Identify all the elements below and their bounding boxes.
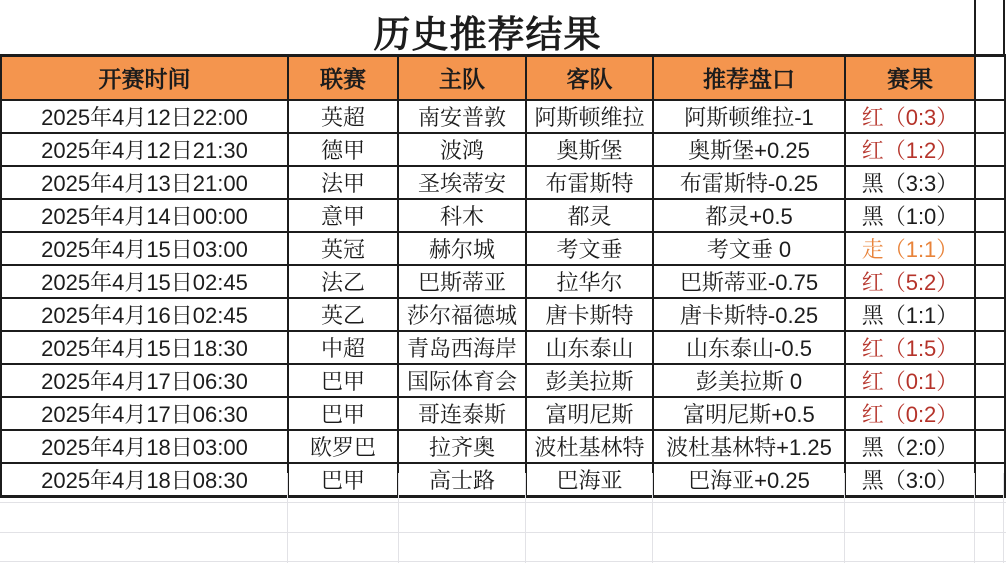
header-league: 联赛 bbox=[288, 56, 398, 100]
cell-recommended-handicap: 巴海亚+0.25 bbox=[653, 463, 845, 497]
cell-league: 英乙 bbox=[288, 298, 398, 331]
header-empty-column bbox=[975, 56, 1005, 100]
cell-league: 巴甲 bbox=[288, 364, 398, 397]
cell-away-team: 都灵 bbox=[526, 199, 653, 232]
empty-spreadsheet-grid bbox=[0, 473, 1006, 563]
page-title: 历史推荐结果 bbox=[373, 14, 602, 55]
cell-empty bbox=[975, 199, 1005, 232]
cell-recommended-handicap: 布雷斯特-0.25 bbox=[653, 166, 845, 199]
header-result: 赛果 bbox=[845, 56, 975, 100]
cell-result: 黑（3:0） bbox=[845, 463, 975, 497]
cell-kickoff-time: 2025年4月16日02:45 bbox=[1, 298, 288, 331]
table-row bbox=[1, 100, 1005, 133]
cell-away-team: 考文垂 bbox=[526, 232, 653, 265]
history-results-table bbox=[0, 54, 1006, 498]
cell-empty bbox=[975, 166, 1005, 199]
cell-kickoff-time: 2025年4月12日22:00 bbox=[1, 100, 288, 133]
cell-empty bbox=[975, 397, 1005, 430]
cell-result: 红（0:2） bbox=[845, 397, 975, 430]
cell-kickoff-time: 2025年4月15日18:30 bbox=[1, 331, 288, 364]
cell-away-team: 唐卡斯特 bbox=[526, 298, 653, 331]
grid-line-vertical bbox=[844, 473, 845, 563]
table-row bbox=[1, 232, 1005, 265]
cell-result: 黑（1:1） bbox=[845, 298, 975, 331]
cell-kickoff-time: 2025年4月18日03:00 bbox=[1, 430, 288, 463]
table-row bbox=[1, 298, 1005, 331]
cell-away-team: 波杜基林特 bbox=[526, 430, 653, 463]
cell-empty bbox=[975, 100, 1005, 133]
cell-away-team: 阿斯顿维拉 bbox=[526, 100, 653, 133]
cell-home-team: 赫尔城 bbox=[398, 232, 526, 265]
grid-line-vertical bbox=[974, 473, 975, 563]
cell-league: 法甲 bbox=[288, 166, 398, 199]
cell-home-team: 哥连泰斯 bbox=[398, 397, 526, 430]
cell-away-team: 富明尼斯 bbox=[526, 397, 653, 430]
cell-recommended-handicap: 波杜基林特+1.25 bbox=[653, 430, 845, 463]
grid-line-vertical bbox=[1003, 473, 1004, 563]
cell-result: 红（0:1） bbox=[845, 364, 975, 397]
cell-recommended-handicap: 巴斯蒂亚-0.75 bbox=[653, 265, 845, 298]
cell-result: 红（1:2） bbox=[845, 133, 975, 166]
cell-away-team: 山东泰山 bbox=[526, 331, 653, 364]
cell-league: 英冠 bbox=[288, 232, 398, 265]
cell-kickoff-time: 2025年4月12日21:30 bbox=[1, 133, 288, 166]
cell-league: 德甲 bbox=[288, 133, 398, 166]
table-row bbox=[1, 265, 1005, 298]
cell-result: 黑（2:0） bbox=[845, 430, 975, 463]
cell-home-team: 科木 bbox=[398, 199, 526, 232]
cell-league: 巴甲 bbox=[288, 463, 398, 497]
cell-recommended-handicap: 唐卡斯特-0.25 bbox=[653, 298, 845, 331]
header-home-team: 主队 bbox=[398, 56, 526, 100]
cell-league: 英超 bbox=[288, 100, 398, 133]
grid-line-vertical bbox=[398, 473, 399, 563]
table-row bbox=[1, 430, 1005, 463]
cell-empty bbox=[975, 331, 1005, 364]
grid-line-vertical bbox=[525, 473, 526, 563]
header-recommended-handicap: 推荐盘口 bbox=[653, 56, 845, 100]
table-row bbox=[1, 331, 1005, 364]
cell-home-team: 巴斯蒂亚 bbox=[398, 265, 526, 298]
cell-empty bbox=[975, 133, 1005, 166]
cell-recommended-handicap: 奥斯堡+0.25 bbox=[653, 133, 845, 166]
cell-away-team: 奥斯堡 bbox=[526, 133, 653, 166]
cell-kickoff-time: 2025年4月14日00:00 bbox=[1, 199, 288, 232]
cell-league: 法乙 bbox=[288, 265, 398, 298]
cell-away-team: 布雷斯特 bbox=[526, 166, 653, 199]
cell-empty bbox=[975, 430, 1005, 463]
header-away-team: 客队 bbox=[526, 56, 653, 100]
cell-recommended-handicap: 阿斯顿维拉-1 bbox=[653, 100, 845, 133]
cell-league: 欧罗巴 bbox=[288, 430, 398, 463]
cell-result: 红（5:2） bbox=[845, 265, 975, 298]
grid-line-vertical bbox=[974, 0, 976, 56]
grid-line-vertical bbox=[652, 473, 653, 563]
grid-line-horizontal bbox=[0, 502, 1006, 503]
cell-away-team: 彭美拉斯 bbox=[526, 364, 653, 397]
table-row bbox=[1, 133, 1005, 166]
cell-result: 红（1:5） bbox=[845, 331, 975, 364]
cell-home-team: 青岛西海岸 bbox=[398, 331, 526, 364]
cell-home-team: 拉齐奥 bbox=[398, 430, 526, 463]
cell-recommended-handicap: 富明尼斯+0.5 bbox=[653, 397, 845, 430]
cell-league: 意甲 bbox=[288, 199, 398, 232]
cell-kickoff-time: 2025年4月18日08:30 bbox=[1, 463, 288, 497]
cell-result: 走（1:1） bbox=[845, 232, 975, 265]
cell-kickoff-time: 2025年4月15日02:45 bbox=[1, 265, 288, 298]
cell-result: 红（0:3） bbox=[845, 100, 975, 133]
cell-league: 中超 bbox=[288, 331, 398, 364]
cell-result: 黑（1:0） bbox=[845, 199, 975, 232]
cell-empty bbox=[975, 232, 1005, 265]
cell-recommended-handicap: 考文垂 0 bbox=[653, 232, 845, 265]
grid-line-vertical bbox=[1003, 0, 1005, 56]
cell-home-team: 南安普敦 bbox=[398, 100, 526, 133]
cell-empty bbox=[975, 298, 1005, 331]
cell-away-team: 巴海亚 bbox=[526, 463, 653, 497]
cell-home-team: 圣埃蒂安 bbox=[398, 166, 526, 199]
header-kickoff-time: 开赛时间 bbox=[1, 56, 288, 100]
grid-line-vertical bbox=[287, 473, 288, 563]
table-row bbox=[1, 364, 1005, 397]
cell-home-team: 高士路 bbox=[398, 463, 526, 497]
cell-home-team: 波鸿 bbox=[398, 133, 526, 166]
cell-home-team: 莎尔福德城 bbox=[398, 298, 526, 331]
table-row bbox=[1, 199, 1005, 232]
table-row bbox=[1, 397, 1005, 430]
cell-home-team: 国际体育会 bbox=[398, 364, 526, 397]
cell-away-team: 拉华尔 bbox=[526, 265, 653, 298]
cell-result: 黑（3:3） bbox=[845, 166, 975, 199]
cell-league: 巴甲 bbox=[288, 397, 398, 430]
cell-kickoff-time: 2025年4月13日21:00 bbox=[1, 166, 288, 199]
cell-recommended-handicap: 山东泰山-0.5 bbox=[653, 331, 845, 364]
table-row bbox=[1, 166, 1005, 199]
cell-kickoff-time: 2025年4月17日06:30 bbox=[1, 364, 288, 397]
cell-empty bbox=[975, 265, 1005, 298]
cell-kickoff-time: 2025年4月17日06:30 bbox=[1, 397, 288, 430]
grid-line-horizontal bbox=[0, 532, 1006, 533]
cell-recommended-handicap: 彭美拉斯 0 bbox=[653, 364, 845, 397]
cell-empty bbox=[975, 364, 1005, 397]
cell-kickoff-time: 2025年4月15日03:00 bbox=[1, 232, 288, 265]
grid-line-horizontal bbox=[0, 561, 1006, 562]
header-row bbox=[1, 56, 1005, 100]
cell-recommended-handicap: 都灵+0.5 bbox=[653, 199, 845, 232]
